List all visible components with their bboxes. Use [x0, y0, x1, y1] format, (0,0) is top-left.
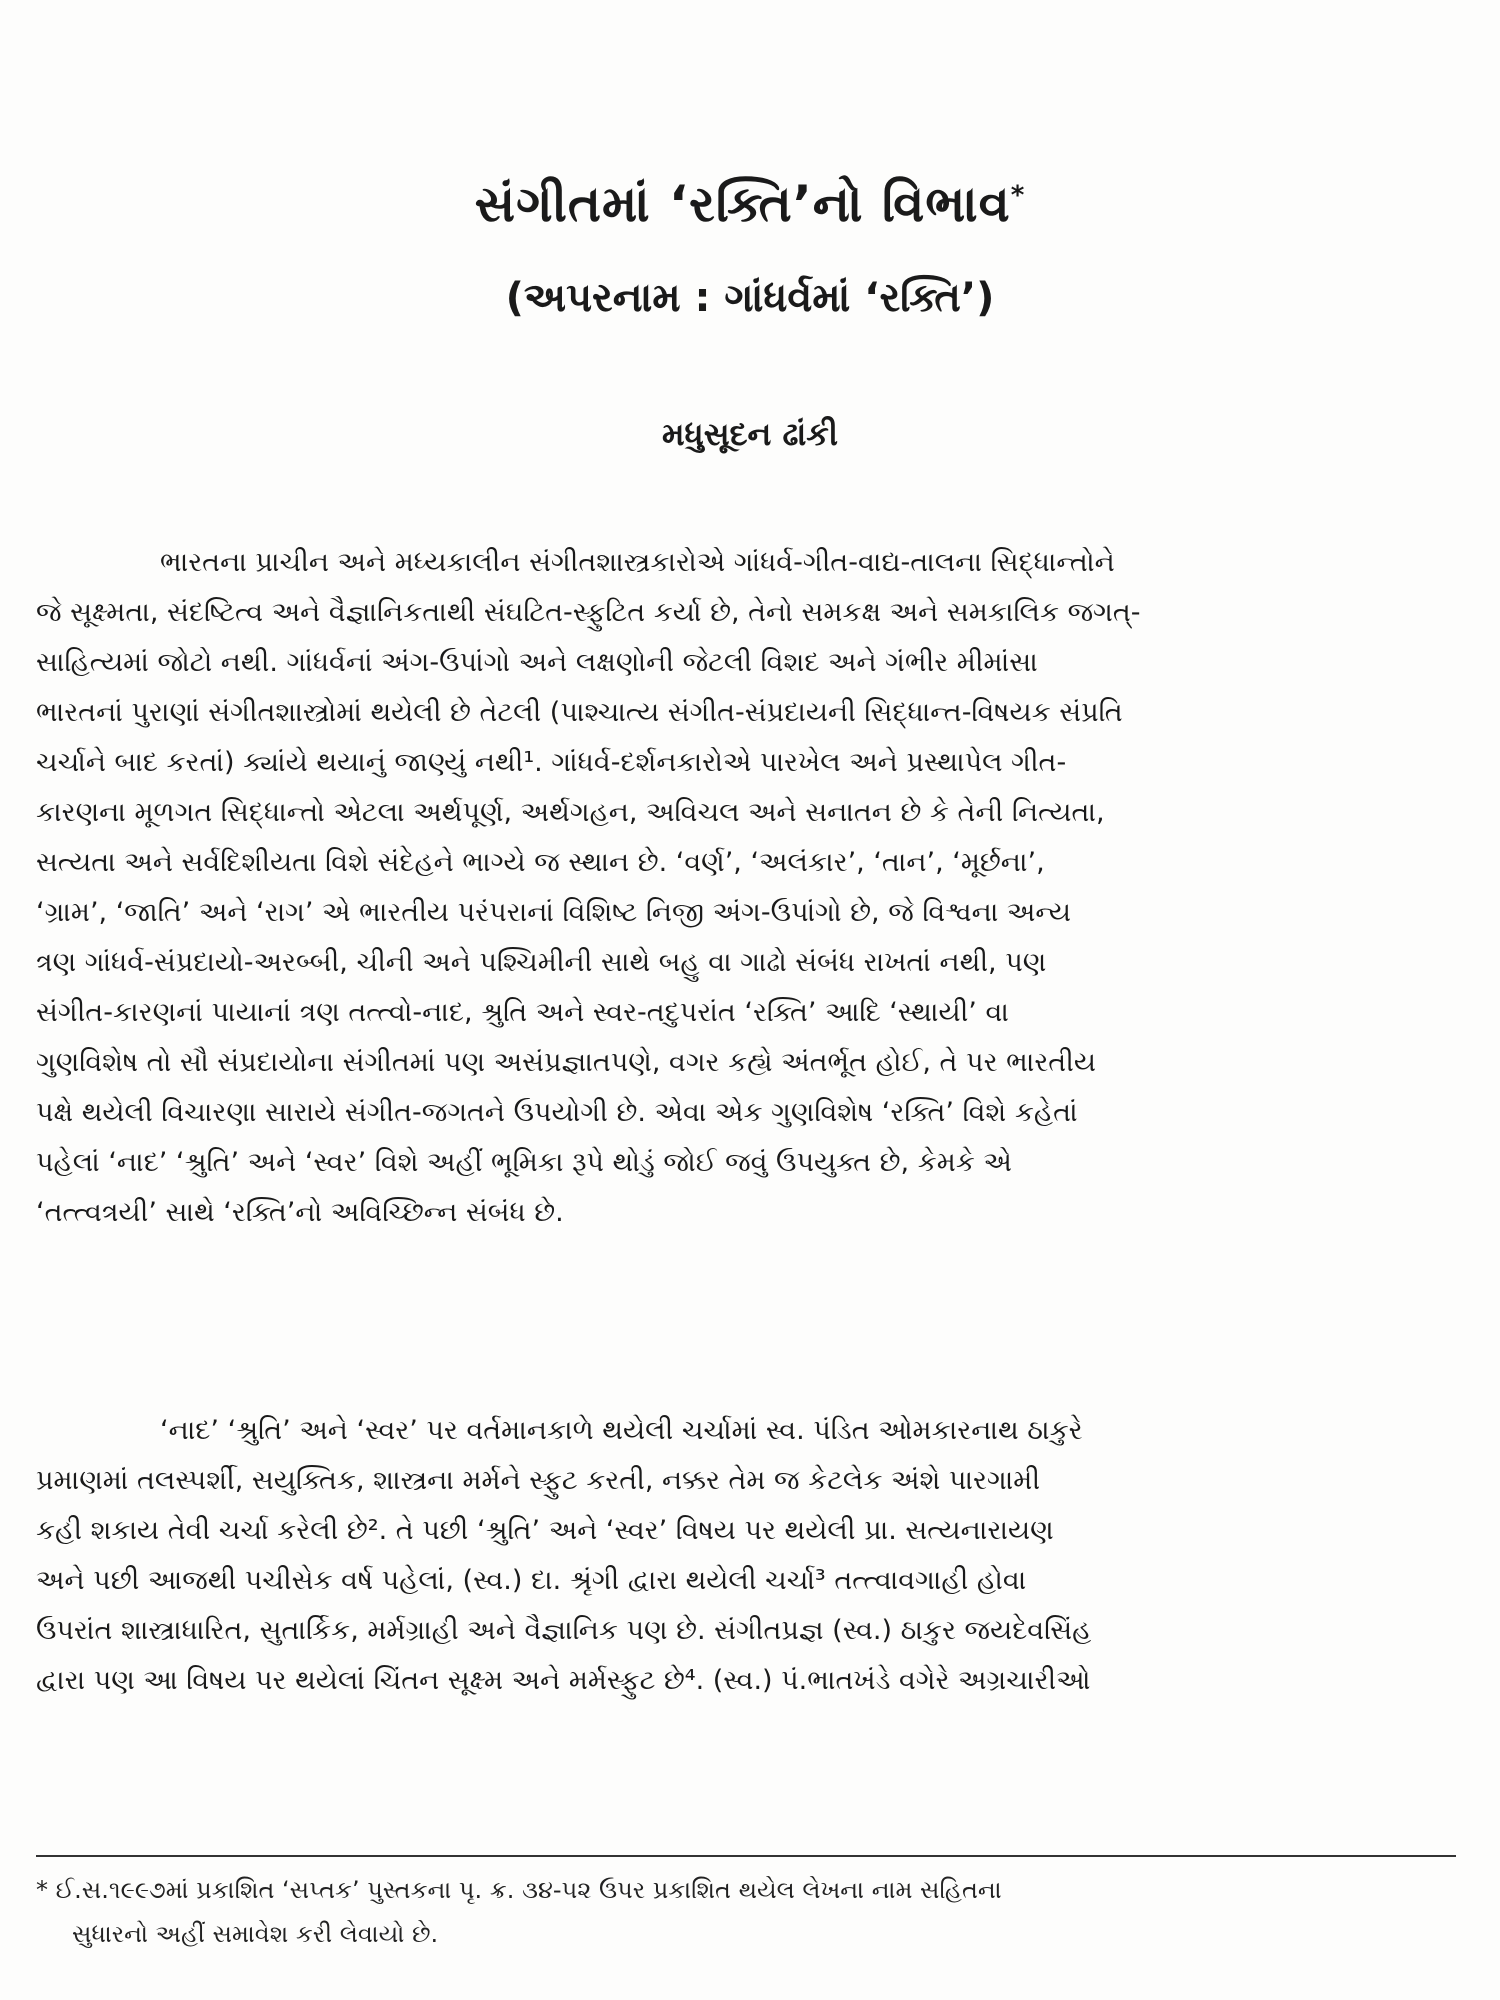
text-line: સંગીત-કારણનાં પાયાનાં ત્રણ તત્ત્વો-નાદ, શ્રુતિ અને સ્વર-તદુપરાંત ‘રક્તિ’ આદિ ‘સ્થાયી’ વા	[36, 997, 1009, 1028]
text-line: કારણના મૂળગત સિદ્ધાન્તો એટલા અર્થપૂર્ણ, અર્થગહન, અવિચલ અને સનાતન છે કે તેની નિત્યતા,	[36, 797, 1105, 828]
text-line: જે સૂક્ષ્મતા, સંદષ્ટિત્વ અને વૈજ્ઞાનિકતાથી સંઘટિત-સ્ફુટિત કર્યા છે, તેનો સમકક્ષ અને સમકાલિક જગત્-	[36, 597, 1141, 628]
text-line: પ્રમાણમાં તલસ્પર્શી, સયુક્તિક, શાસ્ત્રના મર્મને સ્ફુટ કરતી, નક્કર તેમ જ કેટલેક અંશે પારગામી	[36, 1465, 1041, 1496]
text-line: સાહિત્યમાં જોટો નથી. ગાંધર્વનાં અંગ-ઉપાંગો અને લક્ષણોની જેટલી વિશદ અને ગંભીર મીમાંસા	[36, 647, 1038, 678]
text-line: ભારતના પ્રાચીન અને મધ્યકાલીન સંગીતશાસ્ત્રકારોએ ગાંધર્વ-ગીત-વાદ્ય-તાલના સિદ્ધાન્તોને	[160, 547, 1115, 578]
text-line: પક્ષે થયેલી વિચારણા સારાયે સંગીત-જગતને ઉપયોગી છે. એવા એક ગુણવિશેષ ‘રક્તિ’ વિશે કહેતાં	[36, 1097, 1078, 1128]
text-line: ચર્ચાને બાદ કરતાં) ક્યાંયે થયાનું જાણ્યું નથી¹. ગાંધર્વ-દર્શનકારોએ પારખેલ અને પ્રસ્થાપેલ ગીત-	[36, 747, 1067, 778]
text-line: ‘નાદ’ ‘શ્રુતિ’ અને ‘સ્વર’ પર વર્તમાનકાળે થયેલી ચર્ચામાં સ્વ. પંડિત ઓમકારનાથ ઠાકુરે	[160, 1415, 1083, 1446]
text-line: કહી શકાય તેવી ચર્ચા કરેલી છે². તે પછી ‘શ્રુતિ’ અને ‘સ્વર’ વિષય પર થયેલી પ્રા. સત્યનારાયણ	[36, 1515, 1054, 1546]
text-line: ‘તત્ત્વત્રયી’ સાથે ‘રક્તિ’નો અવિચ્છિન્ન સંબંધ છે.	[36, 1197, 564, 1228]
author-name: મધુસૂદન ઢાંકી	[661, 415, 839, 453]
article-title	[0, 172, 1500, 236]
text-line: ગુણવિશેષ તો સૌ સંપ્રદાયોના સંગીતમાં પણ અસંપ્રજ્ઞાતપણે, વગર કહ્યે અંતર્ભૂત હોઈ, તે પર ભારતીય	[36, 1047, 1097, 1078]
text-line: અને પછી આજથી પચીસેક વર્ષ પહેલાં, (સ્વ.) દા. શ્રૃંગી દ્વારા થયેલી ચર્ચા³ તત્ત્વાવગાહી હોવા	[36, 1565, 1027, 1596]
footnote-line: * ઈ.સ.૧૯૯૭માં પ્રકાશિત ‘સપ્તક’ પુસ્તકના પૃ. ક્ર. ૩૪-૫૨ ઉપર પ્રકાશિત થયેલ લેખના નામ સહિતના	[36, 1876, 1002, 1904]
footnote-divider	[36, 1855, 1456, 1857]
article-subtitle: (અપરનામ : ગાંધર્વમાં ‘રક્તિ’)	[505, 275, 995, 321]
text-line: સત્યતા અને સર્વદિશીયતા વિશે સંદેહને ભાગ્યે જ સ્થાન છે. ‘વર્ણ’, ‘અલંકાર’, ‘તાન’, ‘મૂર્છના’,	[36, 847, 1045, 878]
footnote-line: સુધારનો અહીં સમાવેશ કરી લેવાયો છે.	[72, 1920, 439, 1948]
text-line: ઉપરાંત શાસ્ત્રાધારિત, સુતાર્કિક, મર્મગ્રાહી અને વૈજ્ઞાનિક પણ છે. સંગીતપ્રજ્ઞ (સ્વ.) ઠાકુર જયદેવસિંહ	[36, 1615, 1092, 1646]
article-title-text: સંગીતમાં ‘રક્તિ’નો વિભાવ	[474, 175, 1011, 233]
text-line: દ્વારા પણ આ વિષય પર થયેલાં ચિંતન સૂક્ષ્મ અને મર્મસ્ફુટ છે⁴. (સ્વ.) પં.ભાતખંડે વગેરે અગ્રચારીઓ	[36, 1665, 1091, 1696]
footnote-marker: *	[1010, 180, 1026, 211]
text-line: ભારતનાં પુરાણાં સંગીતશાસ્ત્રોમાં થયેલી છે તેટલી (પાશ્ચાત્ય સંગીત-સંપ્રદાયની સિદ્ધાન્ત-વિષયક સંપ્રતિ	[36, 697, 1123, 728]
body-paragraph-2	[36, 1406, 1456, 1706]
text-line: પહેલાં ‘નાદ’ ‘શ્રુતિ’ અને ‘સ્વર’ વિશે અહીં ભૂમિકા રૂપે થોડું જોઈ જવું ઉપયુક્ત છે, કેમકે એ	[36, 1147, 1012, 1178]
text-line: ‘ગ્રામ’, ‘જાતિ’ અને ‘રાગ’ એ ભારતીય પરંપરાનાં વિશિષ્ટ નિજી અંગ-ઉપાંગો છે, જે વિશ્વના અન્ય	[36, 897, 1072, 928]
footnote	[36, 1868, 1456, 1956]
text-line: ત્રણ ગાંધર્વ-સંપ્રદાયો-અરબ્બી, ચીની અને પશ્ચિમીની સાથે બહુ વા ગાઢો સંબંધ રાખતાં નથી, પણ	[36, 947, 1047, 978]
body-paragraph-1	[36, 538, 1456, 1238]
